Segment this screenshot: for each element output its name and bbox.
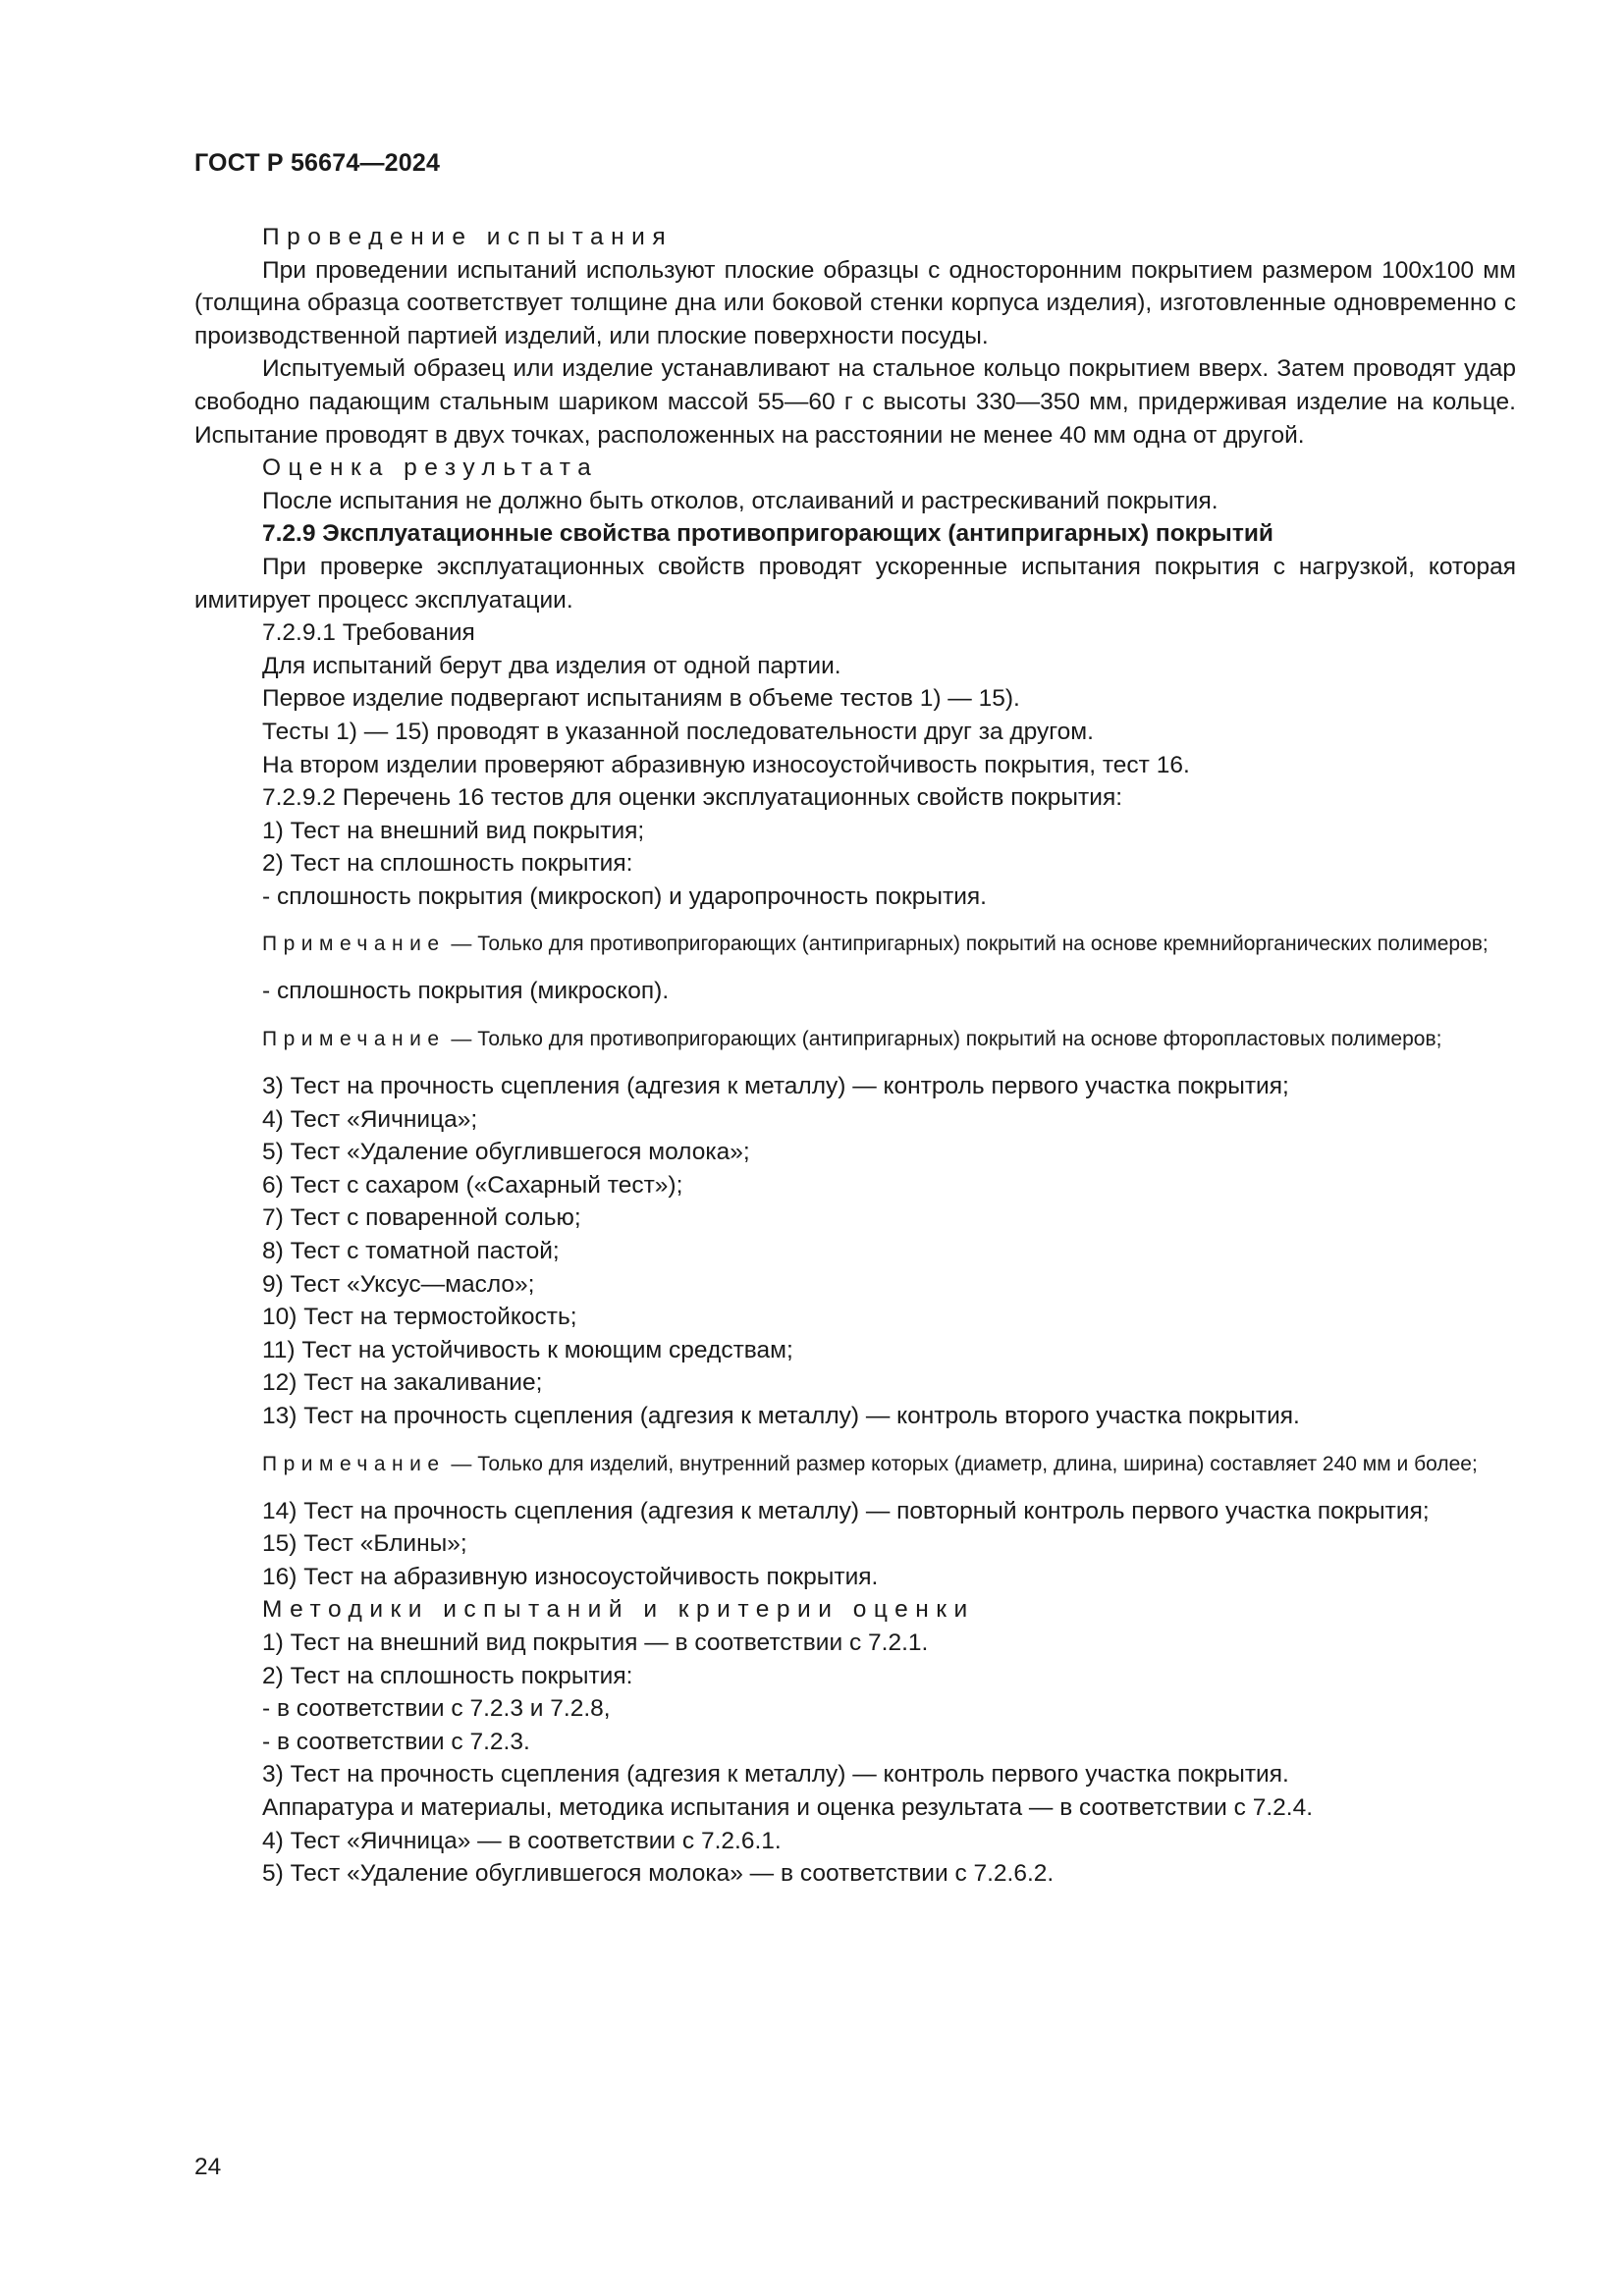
page-number: 24 — [194, 2154, 222, 2180]
paragraph: На втором изделии проверяют абразивную износоустойчивость покрытия, тест 16. — [262, 751, 1190, 778]
list-item: 10) Тест на термостойкость; — [262, 1304, 577, 1331]
list-item: 4) Тест «Яичница»; — [262, 1105, 478, 1133]
subheading-test-procedure: Проведение испытания — [262, 224, 674, 250]
list-item: - в соответствии с 7.2.3 и 7.2.8, — [262, 1695, 611, 1723]
paragraph: Тесты 1) — 15) проводят в указанной последовательности друг за другом. — [262, 718, 1094, 745]
paragraph: После испытания не должно быть отколов, отслаиваний и растрескиваний покрытия. — [262, 487, 1218, 514]
section-heading-7-2-9: 7.2.9 Эксплуатационные свойства противопригорающих (антипригарных) покрытий — [262, 520, 1273, 548]
note-text: — Только для изделий, внутренний размер которых (диаметр, длина, ширина) составляет 240 мм и более; — [445, 1452, 1478, 1475]
note-text: — Только для противопригорающих (антипригарных) покрытий на основе фторопластовых полимеров; — [445, 1028, 1442, 1051]
note-text: — Только для противопригорающих (антипригарных) покрытий на основе кремнийорганических полимеров; — [445, 933, 1489, 956]
subheading-test-methods: Методики испытаний и критерии оценки — [262, 1596, 975, 1624]
paragraph: Для испытаний берут два изделия от одной партии. — [262, 652, 841, 679]
list-item: 12) Тест на закаливание; — [262, 1369, 543, 1397]
list-item: 4) Тест «Яичница» — в соответствии с 7.2.6.1. — [262, 1827, 782, 1854]
list-item: 2) Тест на сплошность покрытия: — [262, 1662, 633, 1689]
list-item: 13) Тест на прочность сцепления (адгезия к металлу) — контроль второго участка покрытия. — [262, 1403, 1300, 1429]
note-label: Примечание — [262, 933, 446, 956]
list-item: - в соответствии с 7.2.3. — [262, 1728, 530, 1755]
list-item: 15) Тест «Блины»; — [262, 1530, 467, 1558]
clause-7-2-9-2: 7.2.9.2 Перечень 16 тестов для оценки эксплуатационных свойств покрытия: — [262, 784, 1123, 812]
list-item: 7) Тест с поваренной солью; — [262, 1204, 581, 1232]
list-item: 5) Тест «Удаление обуглившегося молока» — в соответствии с 7.2.6.2. — [262, 1860, 1055, 1888]
document-body — [194, 221, 1516, 1891]
list-item: 5) Тест «Удаление обуглившегося молока»; — [262, 1139, 750, 1166]
paragraph: Аппаратура и материалы, методика испытания и оценка результата — в соответствии с 7.2.4. — [262, 1793, 1313, 1821]
list-item: 11) Тест на устойчивость к моющим средствам; — [262, 1336, 793, 1363]
list-item: 1) Тест на внешний вид покрытия — в соответствии с 7.2.1. — [262, 1629, 929, 1656]
paragraph: При проверке эксплуатационных свойств проводят ускоренные испытания покрытия с нагрузкой, которая имитирует процесс эксплуатации. — [194, 553, 1516, 614]
list-item: 2) Тест на сплошность покрытия: — [262, 850, 633, 878]
list-item: 3) Тест на прочность сцепления (адгезия к металлу) — контроль первого участка покрытия; — [262, 1073, 1289, 1100]
list-item: 3) Тест на прочность сцепления (адгезия к металлу) — контроль первого участка покрытия. — [262, 1761, 1289, 1789]
list-item: - сплошность покрытия (микроскоп). — [262, 978, 670, 1005]
note-label: Примечание — [262, 1028, 446, 1051]
clause-7-2-9-1: 7.2.9.1 Требования — [262, 619, 475, 647]
list-item: 8) Тест с томатной пастой; — [262, 1238, 560, 1265]
list-item: 9) Тест «Уксус—масло»; — [262, 1270, 535, 1298]
list-item: - сплошность покрытия (микроскоп) и ударопрочность покрытия. — [262, 882, 987, 910]
list-item: 16) Тест на абразивную износоустойчивость покрытия. — [262, 1563, 879, 1590]
list-item: 6) Тест с сахаром («Сахарный тест»); — [262, 1171, 683, 1199]
subheading-result-evaluation: Оценка результата — [262, 454, 599, 482]
list-item: 14) Тест на прочность сцепления (адгезия к металлу) — повторный контроль первого участка покрытия; — [262, 1497, 1430, 1524]
paragraph: При проведении испытаний используют плоские образцы с односторонним покрытием размером 100х100 мм (толщина образца соответствует толщине дна или боковой стенки корпуса изделия), изготовленные одновременно с производственной партией изделий, или плоские поверхности посуды. — [194, 256, 1516, 349]
note — [194, 928, 1516, 960]
list-item: 1) Тест на внешний вид покрытия; — [262, 817, 645, 844]
paragraph: Испытуемый образец или изделие устанавливают на стальное кольцо покрытием вверх. Затем проводят удар свободно падающим стальным шариком массой 55—60 г с высоты 330—350 мм, придерживая изделие на кольце. Испытание проводят в двух точках, расположенных на расстоянии не менее 40 мм одна от другой. — [194, 355, 1516, 449]
note — [194, 1448, 1516, 1480]
paragraph: Первое изделие подвергают испытаниям в объеме тестов 1) — 15). — [262, 685, 1020, 713]
note-label: Примечание — [262, 1452, 446, 1475]
document-header: ГОСТ Р 56674—2024 — [194, 149, 441, 177]
note — [194, 1023, 1516, 1055]
